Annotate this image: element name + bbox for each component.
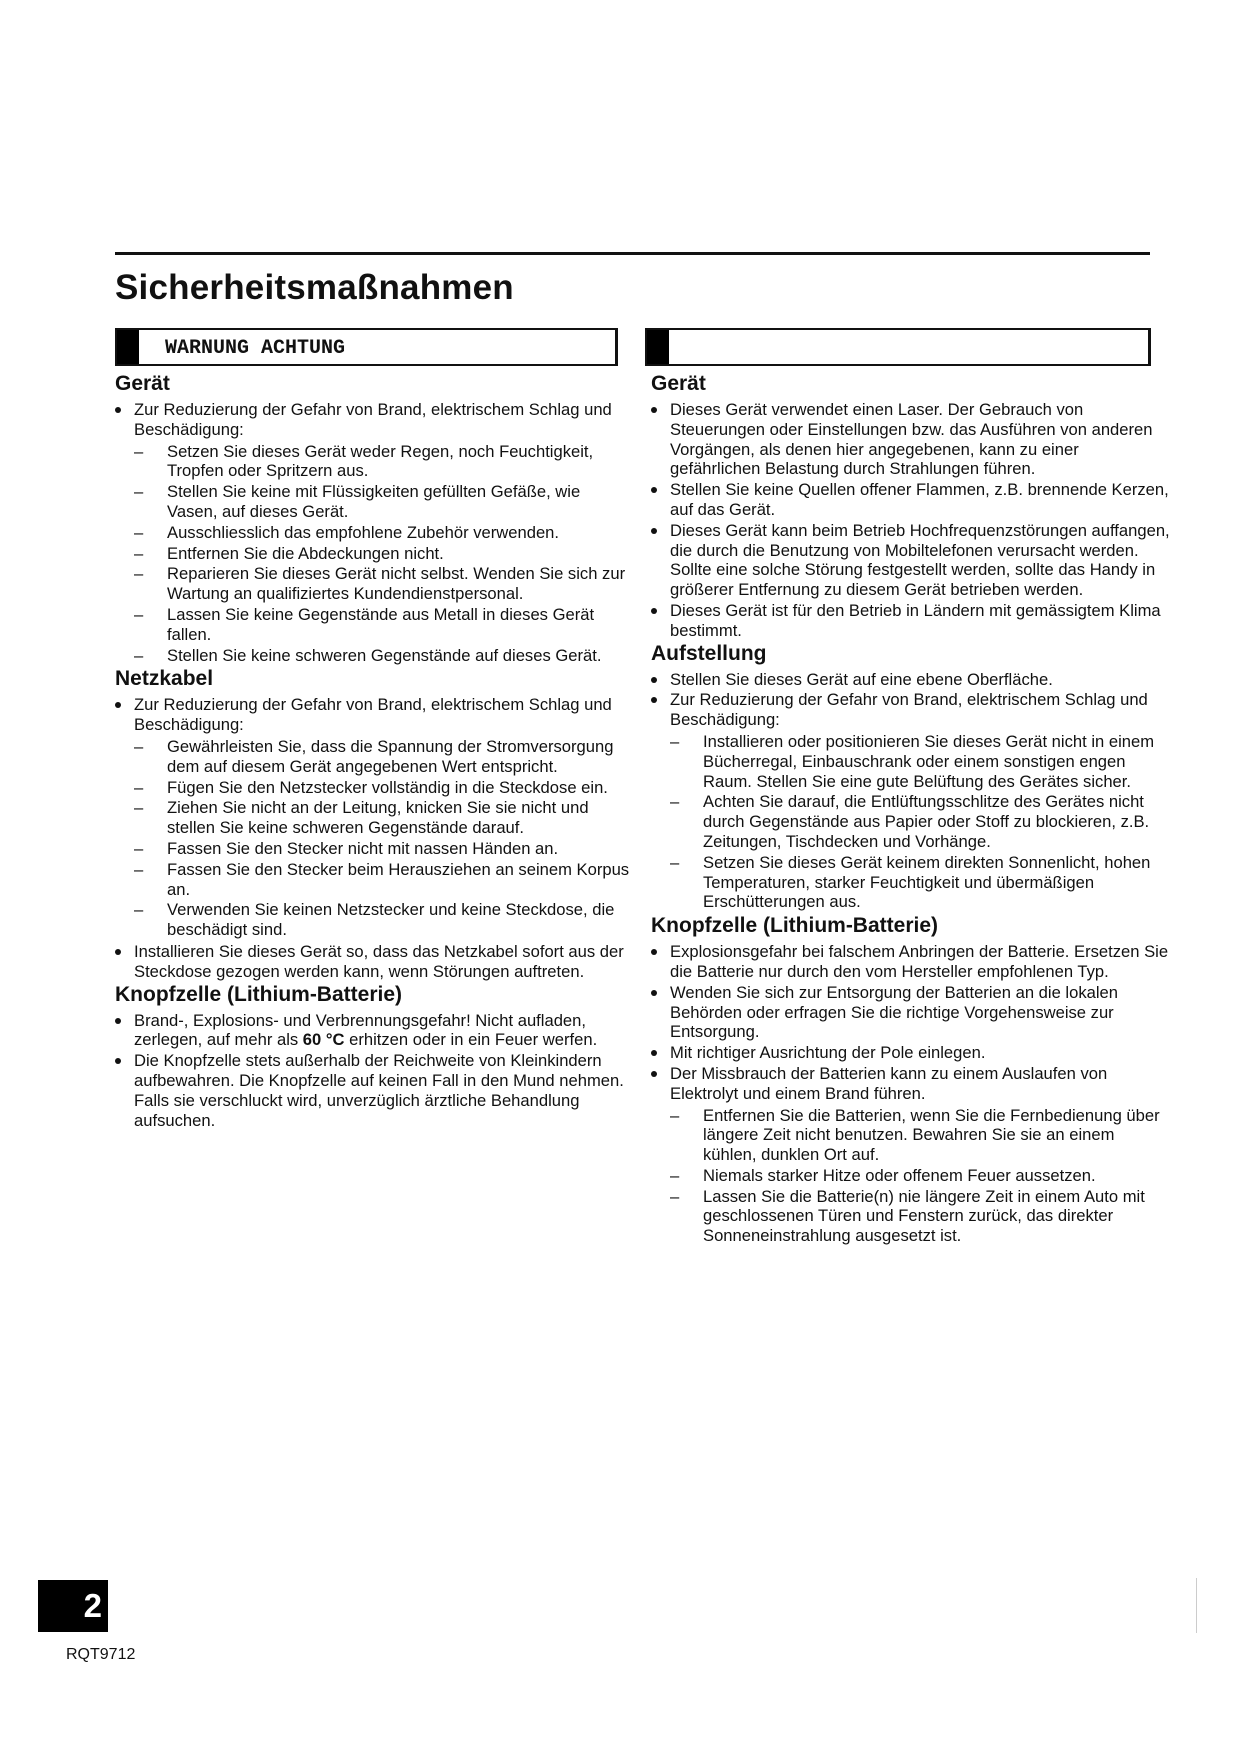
bullet-icon	[651, 1071, 657, 1077]
bullet-item	[651, 983, 1171, 1042]
dash-icon: –	[134, 564, 144, 584]
left-column	[115, 372, 630, 1131]
document-code: RQT9712	[66, 1646, 136, 1663]
bullet-item	[651, 942, 1171, 982]
sub-item	[670, 1187, 1171, 1246]
bullet-text: Mit richtiger Ausrichtung der Pole einlegen.	[670, 1043, 986, 1063]
bullet-item	[651, 670, 1171, 690]
bullet-item	[115, 400, 630, 665]
bullet-text: Stellen Sie keine Quellen offener Flammen, z.B. brennende Kerzen, auf das Gerät.	[670, 480, 1169, 519]
bullet-item	[115, 1051, 630, 1130]
sub-item	[670, 792, 1171, 851]
bullet-icon	[651, 990, 657, 996]
sub-item	[134, 839, 630, 859]
dash-icon: –	[134, 441, 144, 461]
bullet-item	[651, 480, 1171, 520]
sub-text: Installieren oder positionieren Sie dieses Gerät nicht in einem Bücherregal, Einbauschrank oder einem sonstigen engen Raum. Stellen Sie eine gute Belüftung des Gerätes sicher.	[703, 731, 1155, 791]
bullet-icon	[651, 697, 657, 703]
dash-icon: –	[670, 1105, 680, 1125]
bullet-text: Zur Reduzierung der Gefahr von Brand, elektrischem Schlag und Beschädigung:	[134, 695, 612, 735]
bullet-text: Dieses Gerät verwendet einen Laser. Der Gebrauch von Steuerungen oder Einstellungen bzw. das Ausführen von anderen Vorgängen, als denen hier angegebenen, kann zu einer gefährlichen Belastung durch Strahlungen führen.	[670, 400, 1153, 479]
dash-icon: –	[670, 852, 680, 872]
bullet-item	[115, 1011, 630, 1051]
sub-item	[134, 798, 630, 838]
bullet-icon	[115, 702, 121, 708]
dash-icon: –	[134, 859, 144, 879]
sub-item	[134, 646, 630, 666]
bullet-text: Wenden Sie sich zur Entsorgung der Batterien an die lokalen Behörden oder erfragen Sie die richtige Vorgehensweise zur Entsorgung.	[670, 982, 1118, 1042]
bullet-list	[651, 670, 1171, 913]
section-title-geraet: Gerät	[115, 372, 170, 395]
bullet-text: Zur Reduzierung der Gefahr von Brand, elektrischem Schlag und Beschädigung:	[134, 400, 612, 439]
bullet-text-post: erhitzen oder in ein Feuer werfen.	[344, 1030, 598, 1050]
sub-text: Gewährleisten Sie, dass die Spannung der Stromversorgung dem auf diesem Gerät angegebenen Wert entspricht.	[167, 736, 614, 776]
sub-text: Stellen Sie keine mit Flüssigkeiten gefüllten Gefäße, wie Vasen, auf dieses Gerät.	[167, 482, 581, 521]
bullet-item	[115, 942, 630, 982]
bullet-icon	[651, 1050, 657, 1056]
sub-item	[670, 1166, 1171, 1186]
bullet-icon	[651, 677, 657, 683]
bullet-item	[651, 601, 1171, 641]
bullet-item	[651, 521, 1171, 600]
bullet-text: Dieses Gerät ist für den Betrieb in Ländern mit gemässigtem Klima bestimmt.	[670, 600, 1161, 640]
bullet-list	[115, 1011, 630, 1131]
dash-icon: –	[134, 604, 144, 624]
temperature-value: 60 °C	[302, 1030, 345, 1050]
edge-line	[1196, 1578, 1197, 1633]
warning-box-right	[645, 328, 1151, 366]
bullet-text: Die Knopfzelle stets außerhalb der Reichweite von Kleinkindern aufbewahren. Die Knopfzelle auf keinen Fall in den Mund nehmen. Falls sie verschluckt wird, unverzüglich ärztliche Behandlung aufsuchen.	[134, 1051, 624, 1130]
sub-text: Fassen Sie den Stecker beim Herausziehen an seinem Korpus an.	[167, 859, 630, 899]
sub-text: Fügen Sie den Netzstecker vollständig in die Steckdose ein.	[167, 777, 608, 797]
sub-text: Entfernen Sie die Abdeckungen nicht.	[167, 543, 444, 563]
sub-text: Achten Sie darauf, die Entlüftungsschlitze des Gerätes nicht durch Gegenstände aus Papier oder Stoff zu blockieren, z.B. Zeitungen, Tischdecken und Vorhänge.	[703, 792, 1150, 851]
sub-text: Niemals starker Hitze oder offenem Feuer aussetzen.	[703, 1165, 1096, 1185]
sub-text: Fassen Sie den Stecker nicht mit nassen Händen an.	[167, 838, 559, 858]
bullet-item	[651, 400, 1171, 479]
sub-list	[134, 737, 630, 940]
sub-text: Reparieren Sie dieses Gerät nicht selbst. Wenden Sie sich zur Wartung an qualifiziertes Kundendienstpersonal.	[167, 564, 626, 604]
top-rule	[115, 252, 1150, 255]
bullet-icon	[651, 528, 657, 534]
bullet-text: Stellen Sie dieses Gerät auf eine ebene Oberfläche.	[670, 669, 1053, 689]
bullet-list	[115, 400, 630, 665]
warning-bar	[647, 330, 669, 364]
sub-list	[134, 442, 630, 666]
warning-bar	[117, 330, 139, 364]
section-title-knopfzelle-right: Knopfzelle (Lithium-Batterie)	[651, 914, 938, 938]
section-title-netzkabel: Netzkabel	[115, 667, 214, 691]
sub-text: Lassen Sie keine Gegenstände aus Metall in dieses Gerät fallen.	[167, 604, 595, 644]
bullet-list	[115, 695, 630, 981]
sub-text: Setzen Sie dieses Gerät weder Regen, noch Feuchtigkeit, Tropfen oder Spritzern aus.	[167, 441, 594, 481]
sub-list	[670, 732, 1171, 912]
sub-item	[134, 860, 630, 900]
dash-icon: –	[134, 838, 144, 858]
sub-item	[134, 605, 630, 645]
bullet-text: Installieren Sie dieses Gerät so, dass das Netzkabel sofort aus der Steckdose gezogen werden kann, wenn Störungen auftreten.	[134, 941, 624, 981]
sub-text: Stellen Sie keine schweren Gegenstände auf dieses Gerät.	[167, 645, 602, 665]
sub-item	[134, 442, 630, 482]
bullet-list	[651, 400, 1171, 641]
sub-text: Lassen Sie die Batterie(n) nie längere Zeit in einem Auto mit geschlossenen Türen und Fenstern zurück, das direkter Sonneneinstrahlung ausgesetzt ist.	[703, 1186, 1145, 1246]
dash-icon: –	[670, 731, 680, 751]
dash-icon: –	[134, 645, 144, 665]
sub-item	[134, 900, 630, 940]
bullet-text-pre: Brand-, Explosions- und Verbrennungsgefahr! Nicht aufladen, zerlegen, auf mehr als	[134, 1010, 587, 1050]
section-title-aufstellung: Aufstellung	[651, 641, 767, 665]
dash-icon: –	[670, 1186, 680, 1206]
bullet-text: Der Missbrauch der Batterien kann zu einem Auslaufen von Elektrolyt und einem Brand führen.	[670, 1063, 1108, 1103]
right-column	[651, 372, 1171, 1248]
sub-item	[134, 564, 630, 604]
sub-item	[134, 737, 630, 777]
warning-box-left	[115, 328, 618, 366]
sub-item	[670, 1106, 1171, 1165]
sub-text: Verwenden Sie keinen Netzstecker und keine Steckdose, die beschädigt sind.	[167, 900, 615, 940]
sub-text: Ausschliesslich das empfohlene Zubehör verwenden.	[167, 522, 560, 542]
bullet-text: Zur Reduzierung der Gefahr von Brand, elektrischem Schlag und Beschädigung:	[670, 690, 1148, 730]
dash-icon: –	[670, 1165, 680, 1185]
bullet-icon	[115, 1058, 121, 1064]
bullet-item	[651, 1043, 1171, 1063]
section-title-geraet-right: Gerät	[651, 372, 706, 395]
sub-item	[134, 482, 630, 522]
bullet-item	[651, 690, 1171, 912]
sub-item	[134, 778, 630, 798]
bullet-icon	[115, 949, 121, 955]
sub-item	[670, 853, 1171, 912]
section-title-knopfzelle: Knopfzelle (Lithium-Batterie)	[115, 982, 402, 1006]
bullet-icon	[651, 608, 657, 614]
dash-icon: –	[134, 736, 144, 756]
sub-list	[670, 1106, 1171, 1247]
bullet-icon	[651, 407, 657, 413]
dash-icon: –	[134, 777, 144, 797]
dash-icon: –	[670, 792, 680, 812]
bullet-icon	[115, 407, 121, 413]
sub-text: Setzen Sie dieses Gerät keinem direkten Sonnenlicht, hohen Temperaturen, starker Feuchtigkeit und übermäßigen Erschütterungen aus.	[703, 852, 1151, 912]
bullet-text: Dieses Gerät kann beim Betrieb Hochfrequenzstörungen auffangen, die durch die Benutzung von Mobiltelefonen verursacht werden. Sollte eine solche Störung festgestellt werden, sollte das Handy in größerer Entfernung zu diesem Gerät betrieben werden.	[670, 520, 1170, 600]
sub-item	[670, 732, 1171, 791]
sub-item	[134, 523, 630, 543]
bullet-icon	[115, 1018, 121, 1024]
sub-text: Entfernen Sie die Batterien, wenn Sie die Fernbedienung über längere Zeit nicht benutzen. Bewahren Sie sie an einem kühlen, dunklen Ort auf.	[703, 1105, 1160, 1165]
bullet-list	[651, 942, 1171, 1246]
bullet-icon	[651, 949, 657, 955]
page-title: Sicherheitsmaßnahmen	[115, 268, 514, 307]
bullet-text: Explosionsgefahr bei falschem Anbringen der Batterie. Ersetzen Sie die Batterie nur durch den vom Hersteller empfohlenen Typ.	[670, 942, 1169, 981]
sub-text: Ziehen Sie nicht an der Leitung, knicken Sie sie nicht und stellen Sie keine schweren Gegenstände darauf.	[167, 798, 589, 838]
dash-icon: –	[134, 798, 144, 818]
dash-icon: –	[134, 543, 144, 563]
dash-icon: –	[134, 482, 144, 502]
sub-item	[134, 544, 630, 564]
bullet-icon	[651, 487, 657, 493]
dash-icon: –	[134, 522, 144, 542]
page-number: 2	[38, 1580, 108, 1632]
warning-label: WARNUNG ACHTUNG	[165, 337, 346, 360]
dash-icon: –	[134, 900, 144, 920]
bullet-item	[651, 1064, 1171, 1246]
bullet-item	[115, 695, 630, 940]
